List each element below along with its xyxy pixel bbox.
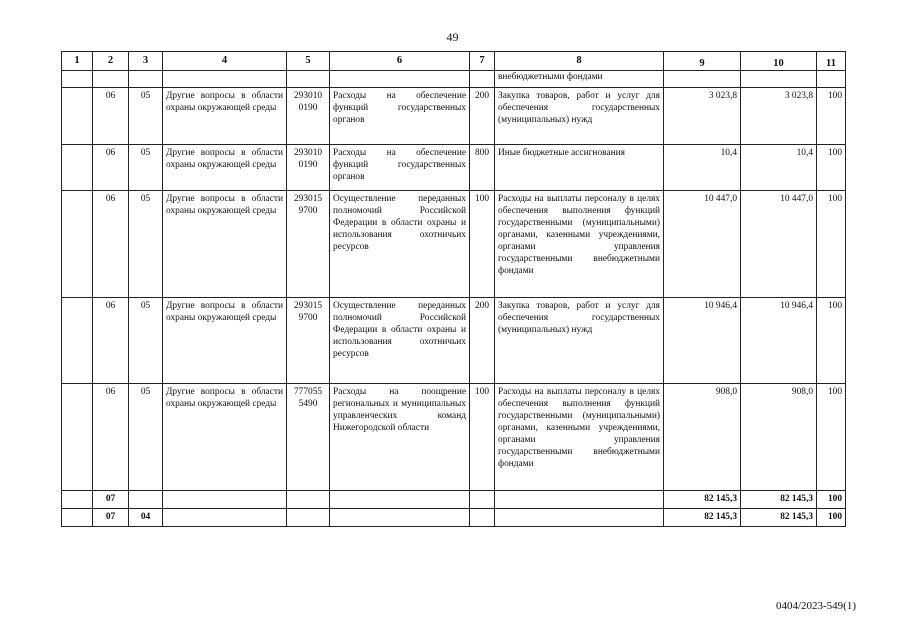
section-code: 06 — [93, 384, 129, 491]
subsection-name: Другие вопросы в области охраны окружающей среды — [163, 298, 287, 384]
subsection-name: Другие вопросы в области охраны окружающей среды — [163, 191, 287, 298]
execution-percent: 100 — [817, 509, 846, 527]
planned-amount: 10 946,4 — [664, 298, 741, 384]
subsection-code: 04 — [129, 509, 163, 527]
target-article-name: Осуществление переданных полномочий Российской Федерации в области охраны и использования охотничьих ресурсов — [330, 298, 470, 384]
subsection-code: 05 — [129, 384, 163, 491]
column-header-5: 5 — [287, 52, 330, 71]
continuation-text: внебюджетными фондами — [495, 71, 664, 88]
execution-percent: 100 — [817, 384, 846, 491]
table-row — [62, 145, 846, 191]
target-article-name: Расходы на обеспечение функций государственных органов — [330, 88, 470, 145]
subsection-code: 05 — [129, 191, 163, 298]
target-article-code: 293015 9700 — [287, 191, 330, 298]
expense-type-name: Иные бюджетные ассигнования — [495, 145, 664, 191]
execution-percent: 100 — [817, 88, 846, 145]
planned-amount: 10,4 — [664, 145, 741, 191]
budget-table — [61, 51, 846, 527]
expense-type-code: 200 — [470, 298, 495, 384]
section-code: 06 — [93, 191, 129, 298]
column-header-8: 8 — [495, 52, 664, 71]
expense-type-name: Закупка товаров, работ и услуг для обеспечения государственных (муниципальных) нужд — [495, 298, 664, 384]
subsection-code: 05 — [129, 298, 163, 384]
column-header-1: 1 — [62, 52, 93, 71]
column-header-9: 9 — [664, 52, 741, 71]
column-header-6: 6 — [330, 52, 470, 71]
executed-amount: 10 946,4 — [741, 298, 817, 384]
execution-percent: 100 — [817, 298, 846, 384]
target-article-code: 293015 9700 — [287, 298, 330, 384]
column-header-3: 3 — [129, 52, 163, 71]
table-row — [62, 384, 846, 491]
section-code: 06 — [93, 88, 129, 145]
executed-amount: 3 023,8 — [741, 88, 817, 145]
subsection-name: Другие вопросы в области охраны окружающей среды — [163, 384, 287, 491]
subsection-code: 05 — [129, 145, 163, 191]
planned-amount: 82 145,3 — [664, 491, 741, 509]
target-article-name: Осуществление переданных полномочий Российской Федерации в области охраны и использования охотничьих ресурсов — [330, 191, 470, 298]
continuation-row — [62, 71, 846, 88]
page-number: 49 — [446, 30, 459, 44]
planned-amount: 10 447,0 — [664, 191, 741, 298]
subsection-code — [129, 491, 163, 509]
document-code: 0404/2023-549(1) — [775, 600, 856, 612]
column-header-7: 7 — [470, 52, 495, 71]
section-code: 07 — [93, 509, 129, 527]
target-article-name: Расходы на поощрение региональных и муниципальных управленческих команд Нижегородской области — [330, 384, 470, 491]
subsection-name: Другие вопросы в области охраны окружающей среды — [163, 88, 287, 145]
column-header-11: 11 — [817, 52, 846, 71]
expense-type-code: 100 — [470, 384, 495, 491]
table-row — [62, 88, 846, 145]
section-code: 06 — [93, 145, 129, 191]
planned-amount: 82 145,3 — [664, 509, 741, 527]
column-header-10: 10 — [741, 52, 817, 71]
total-row — [62, 491, 846, 509]
column-header-4: 4 — [163, 52, 287, 71]
column-header-2: 2 — [93, 52, 129, 71]
target-article-code: 293010 0190 — [287, 145, 330, 191]
execution-percent: 100 — [817, 491, 846, 509]
executed-amount: 82 145,3 — [741, 509, 817, 527]
expense-type-name: Закупка товаров, работ и услуг для обеспечения государственных (муниципальных) нужд — [495, 88, 664, 145]
subsection-code: 05 — [129, 88, 163, 145]
table-row — [62, 191, 846, 298]
executed-amount: 10,4 — [741, 145, 817, 191]
header-row — [62, 52, 846, 71]
section-code: 07 — [93, 491, 129, 509]
executed-amount: 10 447,0 — [741, 191, 817, 298]
execution-percent: 100 — [817, 191, 846, 298]
planned-amount: 908,0 — [664, 384, 741, 491]
section-code: 06 — [93, 298, 129, 384]
expense-type-name: Расходы на выплаты персоналу в целях обеспечения выполнения функций государственными (муниципальными) органами, казенными учреждениями, органами управления государственными внебюджетными фондами — [495, 191, 664, 298]
total-row — [62, 509, 846, 527]
expense-type-name: Расходы на выплаты персоналу в целях обеспечения выполнения функций государственными (муниципальными) органами, казенными учреждениями, органами управления государственными внебюджетными фондами — [495, 384, 664, 491]
subsection-name: Другие вопросы в области охраны окружающей среды — [163, 145, 287, 191]
expense-type-code: 200 — [470, 88, 495, 145]
target-article-code: 777055 5490 — [287, 384, 330, 491]
expense-type-code: 800 — [470, 145, 495, 191]
executed-amount: 82 145,3 — [741, 491, 817, 509]
target-article-name: Расходы на обеспечение функций государственных органов — [330, 145, 470, 191]
target-article-code: 293010 0190 — [287, 88, 330, 145]
planned-amount: 3 023,8 — [664, 88, 741, 145]
table-row — [62, 298, 846, 384]
expense-type-code: 100 — [470, 191, 495, 298]
executed-amount: 908,0 — [741, 384, 817, 491]
execution-percent: 100 — [817, 145, 846, 191]
